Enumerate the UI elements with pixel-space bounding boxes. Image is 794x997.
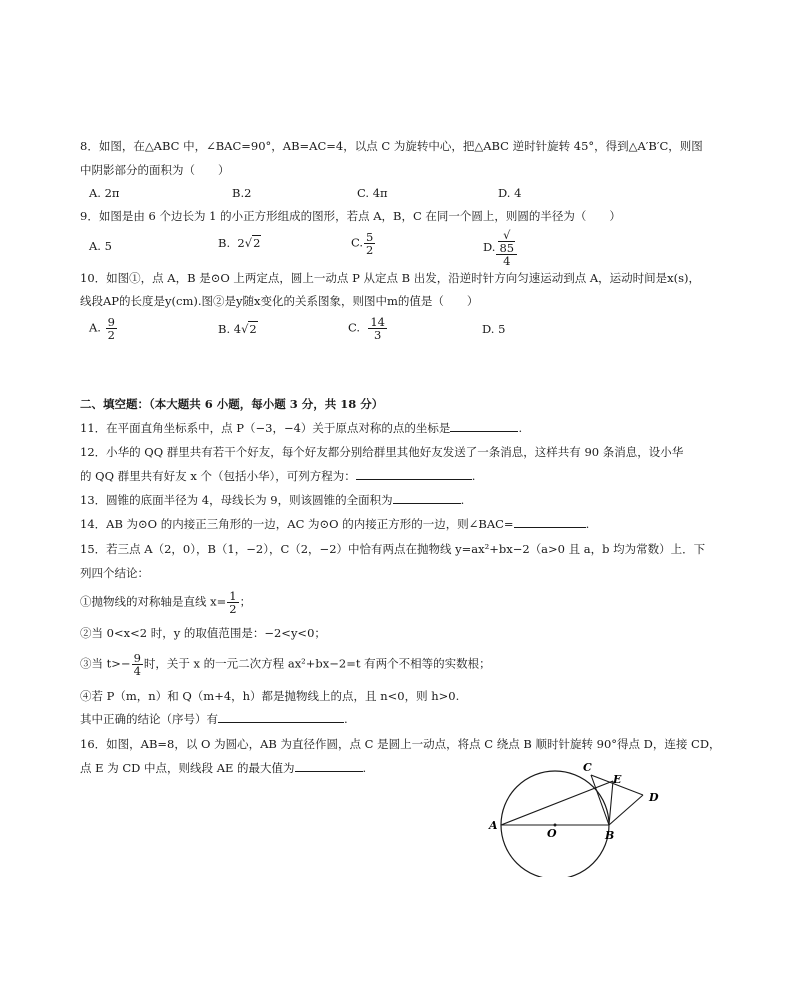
- q9-option-d: D. √ 85 4: [483, 229, 518, 267]
- q12-line2: 的 QQ 群里共有好友 x 个（包括小华），可列方程为： .: [80, 469, 476, 483]
- q16-line2: 点 E 为 CD 中点，则线段 AE 的最大值为 .: [80, 761, 367, 775]
- q16-circle-figure: [475, 757, 675, 877]
- q8-line1: 8．如图，在△ABC 中，∠BAC=90°，AB=AC=4，以点 C 为旋转中心，把△ABC 逆时针旋转 45°，得到△A′B′C，则图: [80, 139, 703, 153]
- q15-line2: 列四个结论：: [80, 566, 149, 580]
- q8-option-b: B.2: [232, 186, 252, 200]
- q14-answer-blank[interactable]: [514, 516, 586, 528]
- segment-bd: [609, 795, 643, 825]
- q10-line2: 线段AP的长度是y(cm).图②是y随x变化的关系图象，则图中m的值是（ ）: [80, 294, 479, 308]
- q16-answer-blank[interactable]: [295, 760, 363, 772]
- q10-option-d: D. 5: [482, 322, 506, 336]
- q10-option-c: C. $\frac{14}{3}$: [348, 315, 385, 342]
- q13-answer-blank[interactable]: [393, 492, 461, 504]
- q9-option-b: B. 2√2: [218, 236, 261, 250]
- q9-line1: 9．如图是由 6 个边长为 1 的小正方形组成的图形，若点 A，B，C 在同一个圆上，则圆的半径为（ ）: [80, 209, 621, 223]
- q15-line1: 15．若三点 A（2，0），B（1，−2），C（2，−2）中恰有两点在抛物线 y=ax²+bx−2（a>0 且 a，b 均为常数）上．下: [80, 542, 706, 556]
- label-e: E: [613, 773, 622, 786]
- q10-line1: 10．如图①，点 A，B 是⊙O 上两定点，圆上一动点 P 从定点 B 出发，沿逆时针方向匀速运动到点 A，运动时间是x(s)，: [80, 271, 701, 285]
- label-o: O: [547, 827, 557, 840]
- q13-line: 13．圆锥的底面半径为 4，母线长为 9，则该圆锥的全面积为 .: [80, 493, 465, 507]
- q9-option-a: A. 5: [89, 239, 112, 253]
- label-c: C: [583, 761, 592, 774]
- q8-option-c: C. 4π: [357, 186, 388, 200]
- q12-answer-blank[interactable]: [356, 468, 472, 480]
- label-a: A: [489, 819, 498, 832]
- segment-eb: [609, 781, 613, 825]
- q15-conclusion-1: ①抛物线的对称轴是直线 x= $\frac{1}{2}$ ；: [80, 589, 252, 616]
- q8-option-d: D. 4: [498, 186, 522, 200]
- segment-cb: [591, 775, 609, 825]
- q12-line1: 12．小华的 QQ 群里共有若干个好友，每个好友都分别给群里其他好友发送了一条消息，这样共有 90 条消息，设小华: [80, 445, 684, 459]
- q14-line: 14．AB 为⊙O 的内接正三角形的一边，AC 为⊙O 的内接正方形的一边，则∠BAC= .: [80, 517, 590, 531]
- q15-conclusion-2: ②当 0<x<2 时，y 的取值范围是：−2<y<0；: [80, 626, 326, 640]
- label-d: D: [649, 791, 659, 804]
- segment-ae: [501, 781, 613, 825]
- q8-line2: 中阴影部分的面积为（ ）: [80, 163, 230, 177]
- q15-conclusion-5: 其中正确的结论（序号）有 .: [80, 712, 348, 726]
- q10-option-a: A. $\frac{9}{2}$: [89, 315, 115, 342]
- q16-line1: 16．如图，AB=8，以 O 为圆心，AB 为直径作圆，点 C 是圆上一动点，将点 C 绕点 B 顺时针旋转 90°得点 D，连接 CD，: [80, 737, 721, 751]
- q11-line: 11．在平面直角坐标系中，点 P（−3，−4）关于原点对称的点的坐标是 .: [80, 421, 523, 435]
- q15-conclusion-3: ③当 t>− $\frac{9}{4}$ 时，关于 x 的一元二次方程 ax²+bx−2=t 有两个不相等的实数根；: [80, 651, 491, 678]
- q15-answer-blank[interactable]: [218, 711, 344, 723]
- q15-conclusion-4: ④若 P（m，n）和 Q（m+4，h）都是抛物线上的点，且 n<0，则 h>0.: [80, 689, 460, 703]
- q8-option-a: A. 2π: [89, 186, 120, 200]
- q10-option-b: B. 4√2: [218, 322, 257, 336]
- section-heading-fill-in: 二、填空题：（本大题共 6 小题，每小题 3 分，共 18 分）: [80, 397, 384, 411]
- label-b: B: [605, 829, 615, 842]
- q11-answer-blank[interactable]: [450, 420, 518, 432]
- q9-option-c: C. $\frac{5}{2}$: [351, 230, 374, 257]
